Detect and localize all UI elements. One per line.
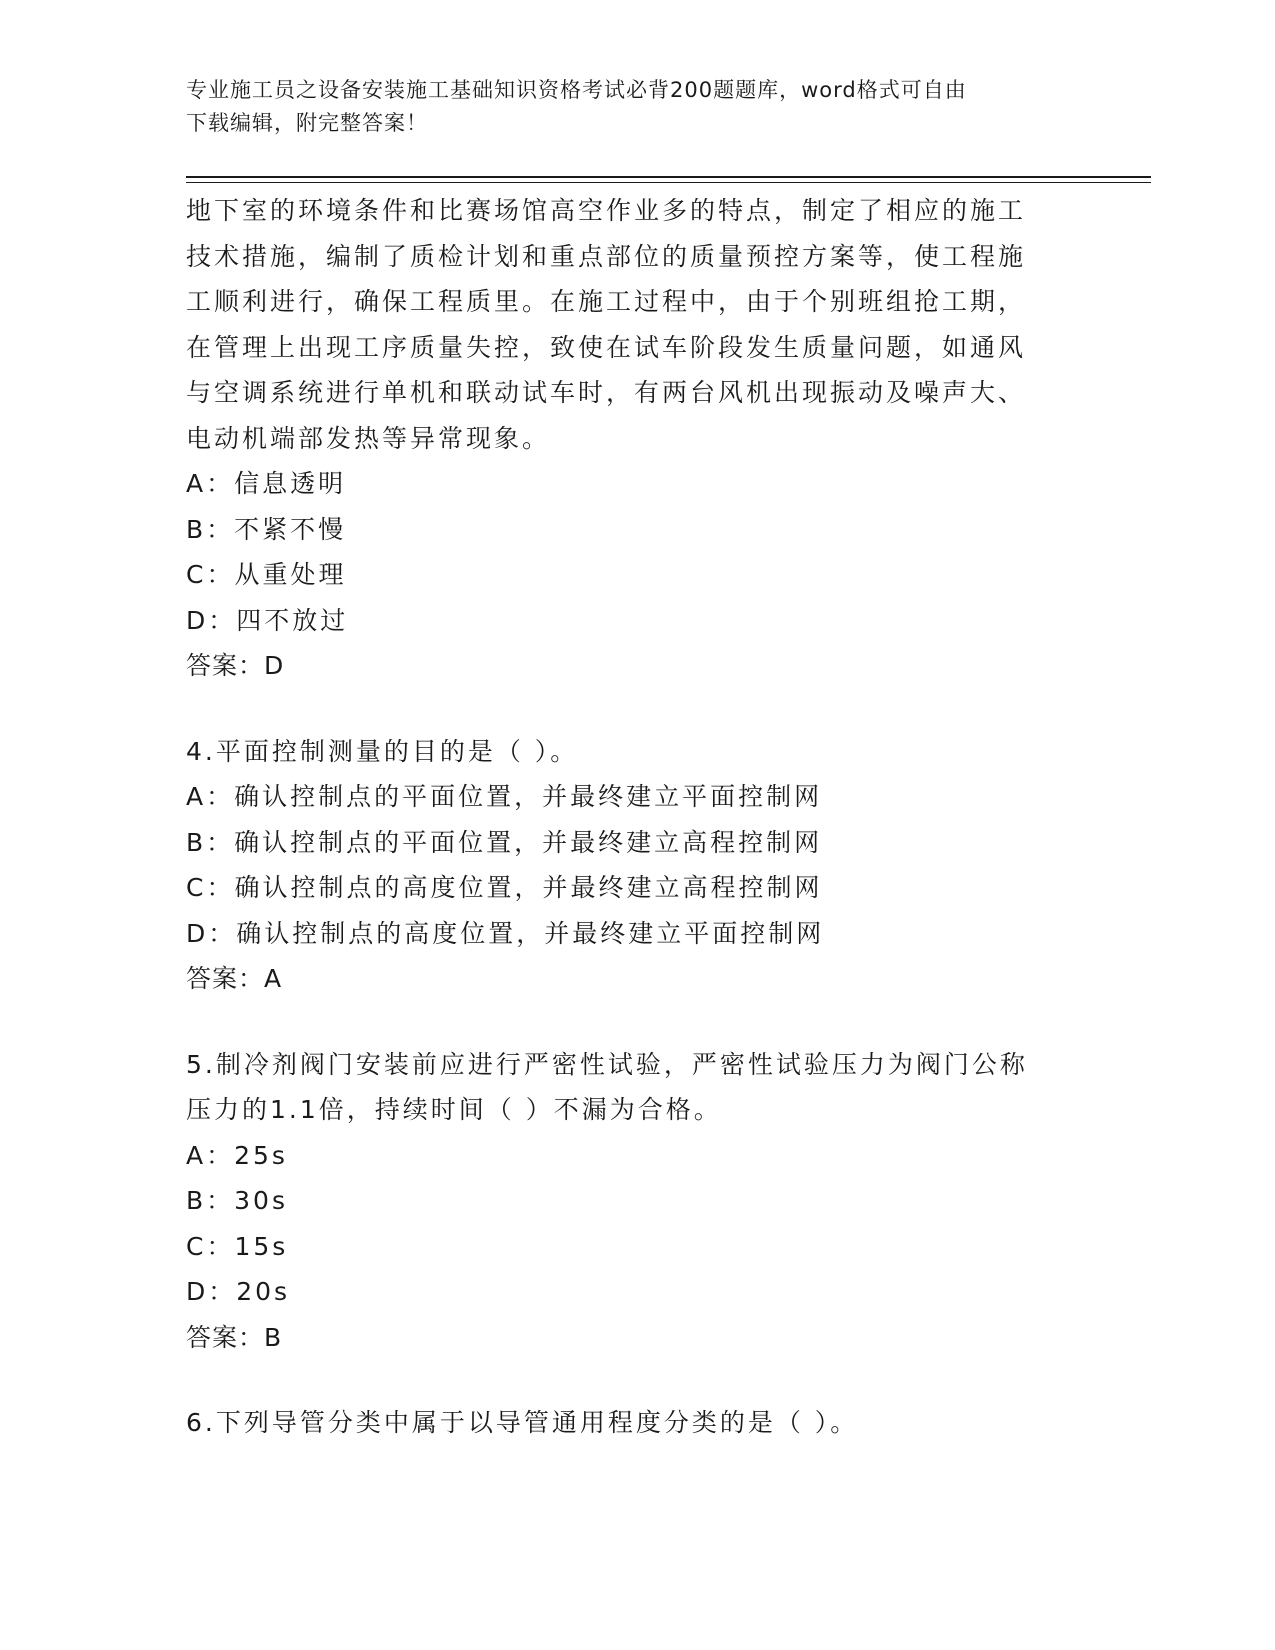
spacer (186, 689, 1076, 729)
document-header (186, 74, 1066, 140)
question-text (186, 1042, 1076, 1133)
spacer (186, 1360, 1076, 1400)
question-text-line: 地下室的环境条件和比赛场馆高空作业多的特点，制定了相应的施工 (186, 196, 1027, 225)
option-a: A：信息透明 (186, 469, 347, 498)
question-text (186, 729, 1076, 775)
option-d: D：20s (186, 1277, 291, 1306)
question-text-line: 在管理上出现工序质量失控，致使在试车阶段发生质量问题，如通风 (186, 332, 1027, 362)
option-b: B：30s (186, 1186, 288, 1215)
question-text-line: 电动机端部发热等异常现象。 (186, 423, 551, 453)
option-a: A：25s (186, 1140, 288, 1170)
option-a: A：确认控制点的平面位置，并最终建立平面控制网 (186, 782, 823, 811)
question-text-line: 工顺利进行，确保工程质里。在施工过程中，由于个别班组抢工期， (186, 287, 1027, 316)
option-b: B：不紧不慢 (186, 514, 347, 544)
option-d: D：四不放过 (186, 605, 349, 635)
question-text (186, 188, 1076, 461)
question-item (186, 729, 1076, 1002)
question-list (186, 188, 1076, 1446)
question-item (186, 1042, 1076, 1361)
answer-line: 答案：B (186, 1322, 283, 1352)
header-line: 下载编辑，附完整答案！ (186, 111, 428, 135)
header-divider-thin (186, 182, 1151, 183)
question-item (186, 1400, 1076, 1446)
question-text-line: 技术措施，编制了质检计划和重点部位的质量预控方案等，使工程施 (186, 241, 1027, 271)
answer-line: 答案：D (186, 651, 285, 680)
question-text-line: 6.下列导管分类中属于以导管通用程度分类的是（ ）。 (186, 1408, 859, 1437)
question-item (186, 188, 1076, 689)
question-text-line: 5.制冷剂阀门安装前应进行严密性试验，严密性试验压力为阀门公称 (186, 1049, 1028, 1079)
option-d: D：确认控制点的高度位置，并最终建立平面控制网 (186, 918, 825, 948)
question-text-line: 与空调系统进行单机和联动试车时，有两台风机出现振动及噪声大、 (186, 378, 1027, 407)
option-c: C：从重处理 (186, 560, 347, 589)
option-b: B：确认控制点的平面位置，并最终建立高程控制网 (186, 827, 823, 857)
option-c: C：确认控制点的高度位置，并最终建立高程控制网 (186, 873, 823, 902)
header-line: 专业施工员之设备安装施工基础知识资格考试必背200题题库，word格式可自由 (186, 78, 967, 102)
question-text-line: 4.平面控制测量的目的是（ ）。 (186, 736, 579, 766)
option-c: C：15s (186, 1231, 289, 1261)
question-text-line: 压力的1.1倍，持续时间（ ）不漏为合格。 (186, 1095, 722, 1124)
answer-line: 答案：A (186, 964, 283, 993)
header-divider (186, 176, 1151, 178)
spacer (186, 1002, 1076, 1042)
question-text (186, 1400, 1076, 1446)
